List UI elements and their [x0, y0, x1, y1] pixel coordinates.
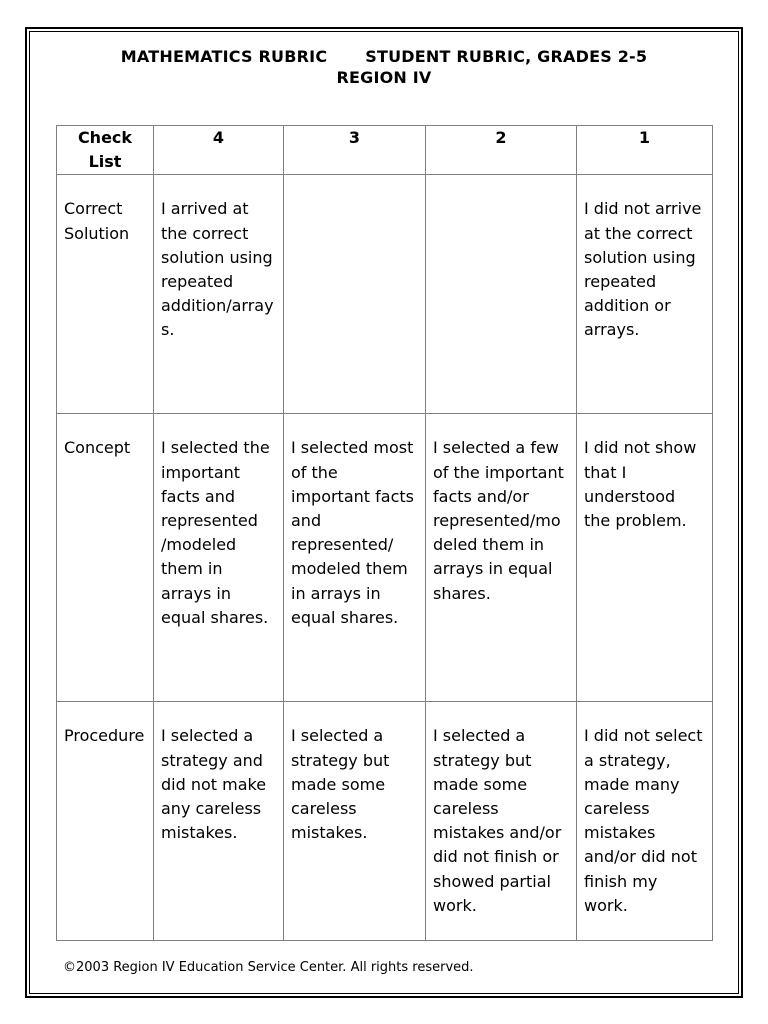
- table-cell: [284, 175, 426, 414]
- table-row-concept: [57, 414, 713, 702]
- copyright-footer: ©2003 Region IV Education Service Center. All rights reserved.: [63, 960, 474, 975]
- table-cell: I selected most of the important facts and represented/ modeled them in arrays in equal shares.: [284, 414, 426, 702]
- table-row-correct-solution: [57, 175, 713, 414]
- title-subject: MATHEMATICS RUBRIC: [120, 47, 328, 66]
- table-cell: I did not show that I understood the problem.: [577, 414, 713, 702]
- header-score-2: 2: [426, 126, 577, 175]
- page-title: [30, 46, 738, 88]
- table-cell: I selected a strategy and did not make any careless mistakes.: [154, 702, 284, 941]
- table-cell: I arrived at the correct solution using repeated addition/arrays.: [154, 175, 284, 414]
- title-region: REGION IV: [336, 68, 432, 87]
- table-cell: I did not select a strategy, made many careless mistakes and/or did not finish my work.: [577, 702, 713, 941]
- table-row-procedure: [57, 702, 713, 941]
- table-cell: [426, 175, 577, 414]
- rubric-table: [56, 125, 713, 941]
- header-row: [57, 126, 713, 175]
- title-line-1: [30, 46, 738, 67]
- table-cell: I selected a strategy but made some careless mistakes.: [284, 702, 426, 941]
- table-cell: I selected a strategy but made some careless mistakes and/or did not finish or showed partial work.: [426, 702, 577, 941]
- header-check-list: Check List: [57, 126, 154, 175]
- table-cell: I did not arrive at the correct solution using repeated addition or arrays.: [577, 175, 713, 414]
- header-score-1: 1: [577, 126, 713, 175]
- table-cell: I selected the important facts and represented /modeled them in arrays in equal shares.: [154, 414, 284, 702]
- title-audience: STUDENT RUBRIC, GRADES 2-5: [365, 47, 648, 66]
- row-label: Procedure: [57, 702, 154, 941]
- header-score-3: 3: [284, 126, 426, 175]
- row-label: Correct Solution: [57, 175, 154, 414]
- header-score-4: 4: [154, 126, 284, 175]
- row-label: Concept: [57, 414, 154, 702]
- table-cell: I selected a few of the important facts and/or represented/modeled them in arrays in equal shares.: [426, 414, 577, 702]
